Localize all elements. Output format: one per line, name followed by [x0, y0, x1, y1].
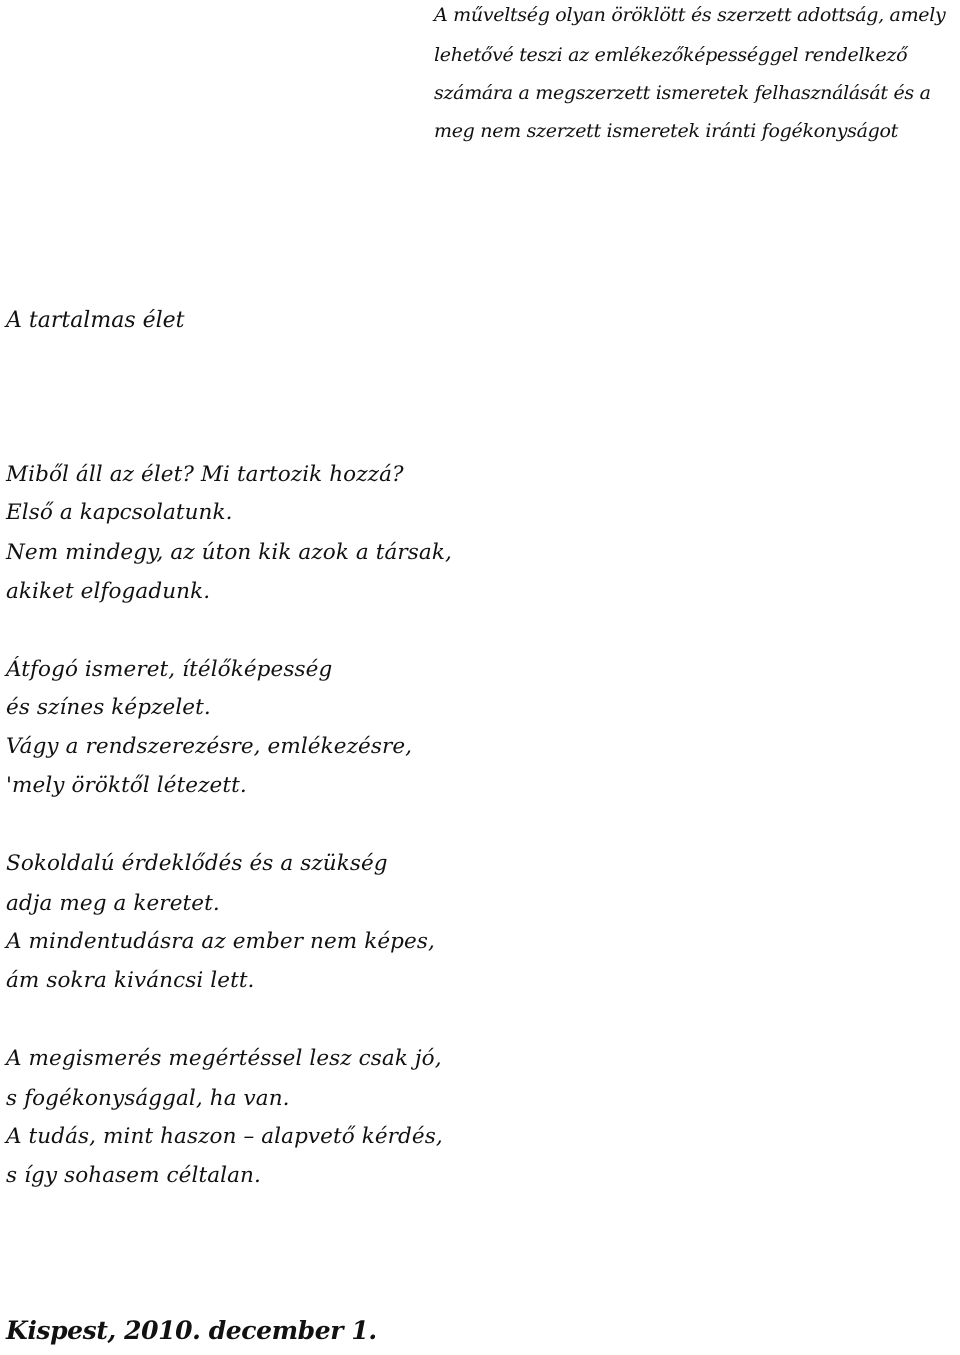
poem-line: Sokoldalú érdeklődés és a szükség — [6, 851, 388, 876]
poem-line: s így sohasem céltalan. — [6, 1163, 261, 1188]
poem-line: Vágy a rendszerezésre, emlékezésre, — [6, 734, 413, 759]
poem-line: adja meg a keretet. — [6, 891, 220, 916]
poem-title: A tartalmas élet — [6, 308, 185, 333]
quote-line: A műveltség olyan öröklött és szerzett adottság, amely — [434, 4, 946, 26]
poem-line: Nem mindegy, az úton kik azok a társak, — [6, 540, 452, 565]
quote-line: lehetővé teszi az emlékezőképességgel rendelkező — [434, 44, 908, 66]
poem-line: és színes képzelet. — [6, 695, 211, 720]
poem-line: A megismerés megértéssel lesz csak jó, — [6, 1046, 442, 1071]
poem-line: s fogékonysággal, ha van. — [6, 1086, 290, 1111]
place-date-signature: Kispest, 2010. december 1. — [6, 1316, 377, 1345]
poem-line: 'mely öröktől létezett. — [6, 773, 247, 798]
poem-line: Miből áll az élet? Mi tartozik hozzá? — [6, 462, 404, 487]
quote-line: számára a megszerzett ismeretek felhasználását és a — [434, 82, 931, 104]
quote-line: meg nem szerzett ismeretek iránti fogékonyságot — [434, 120, 898, 142]
poem-line: A mindentudásra az ember nem képes, — [6, 929, 435, 954]
poem-line: ám sokra kiváncsi lett. — [6, 968, 255, 993]
poem-line: Első a kapcsolatunk. — [6, 500, 233, 525]
poem-line: akiket elfogadunk. — [6, 579, 211, 604]
poem-line: Átfogó ismeret, ítélőképesség — [6, 657, 333, 682]
poem-line: A tudás, mint haszon – alapvető kérdés, — [6, 1124, 443, 1149]
